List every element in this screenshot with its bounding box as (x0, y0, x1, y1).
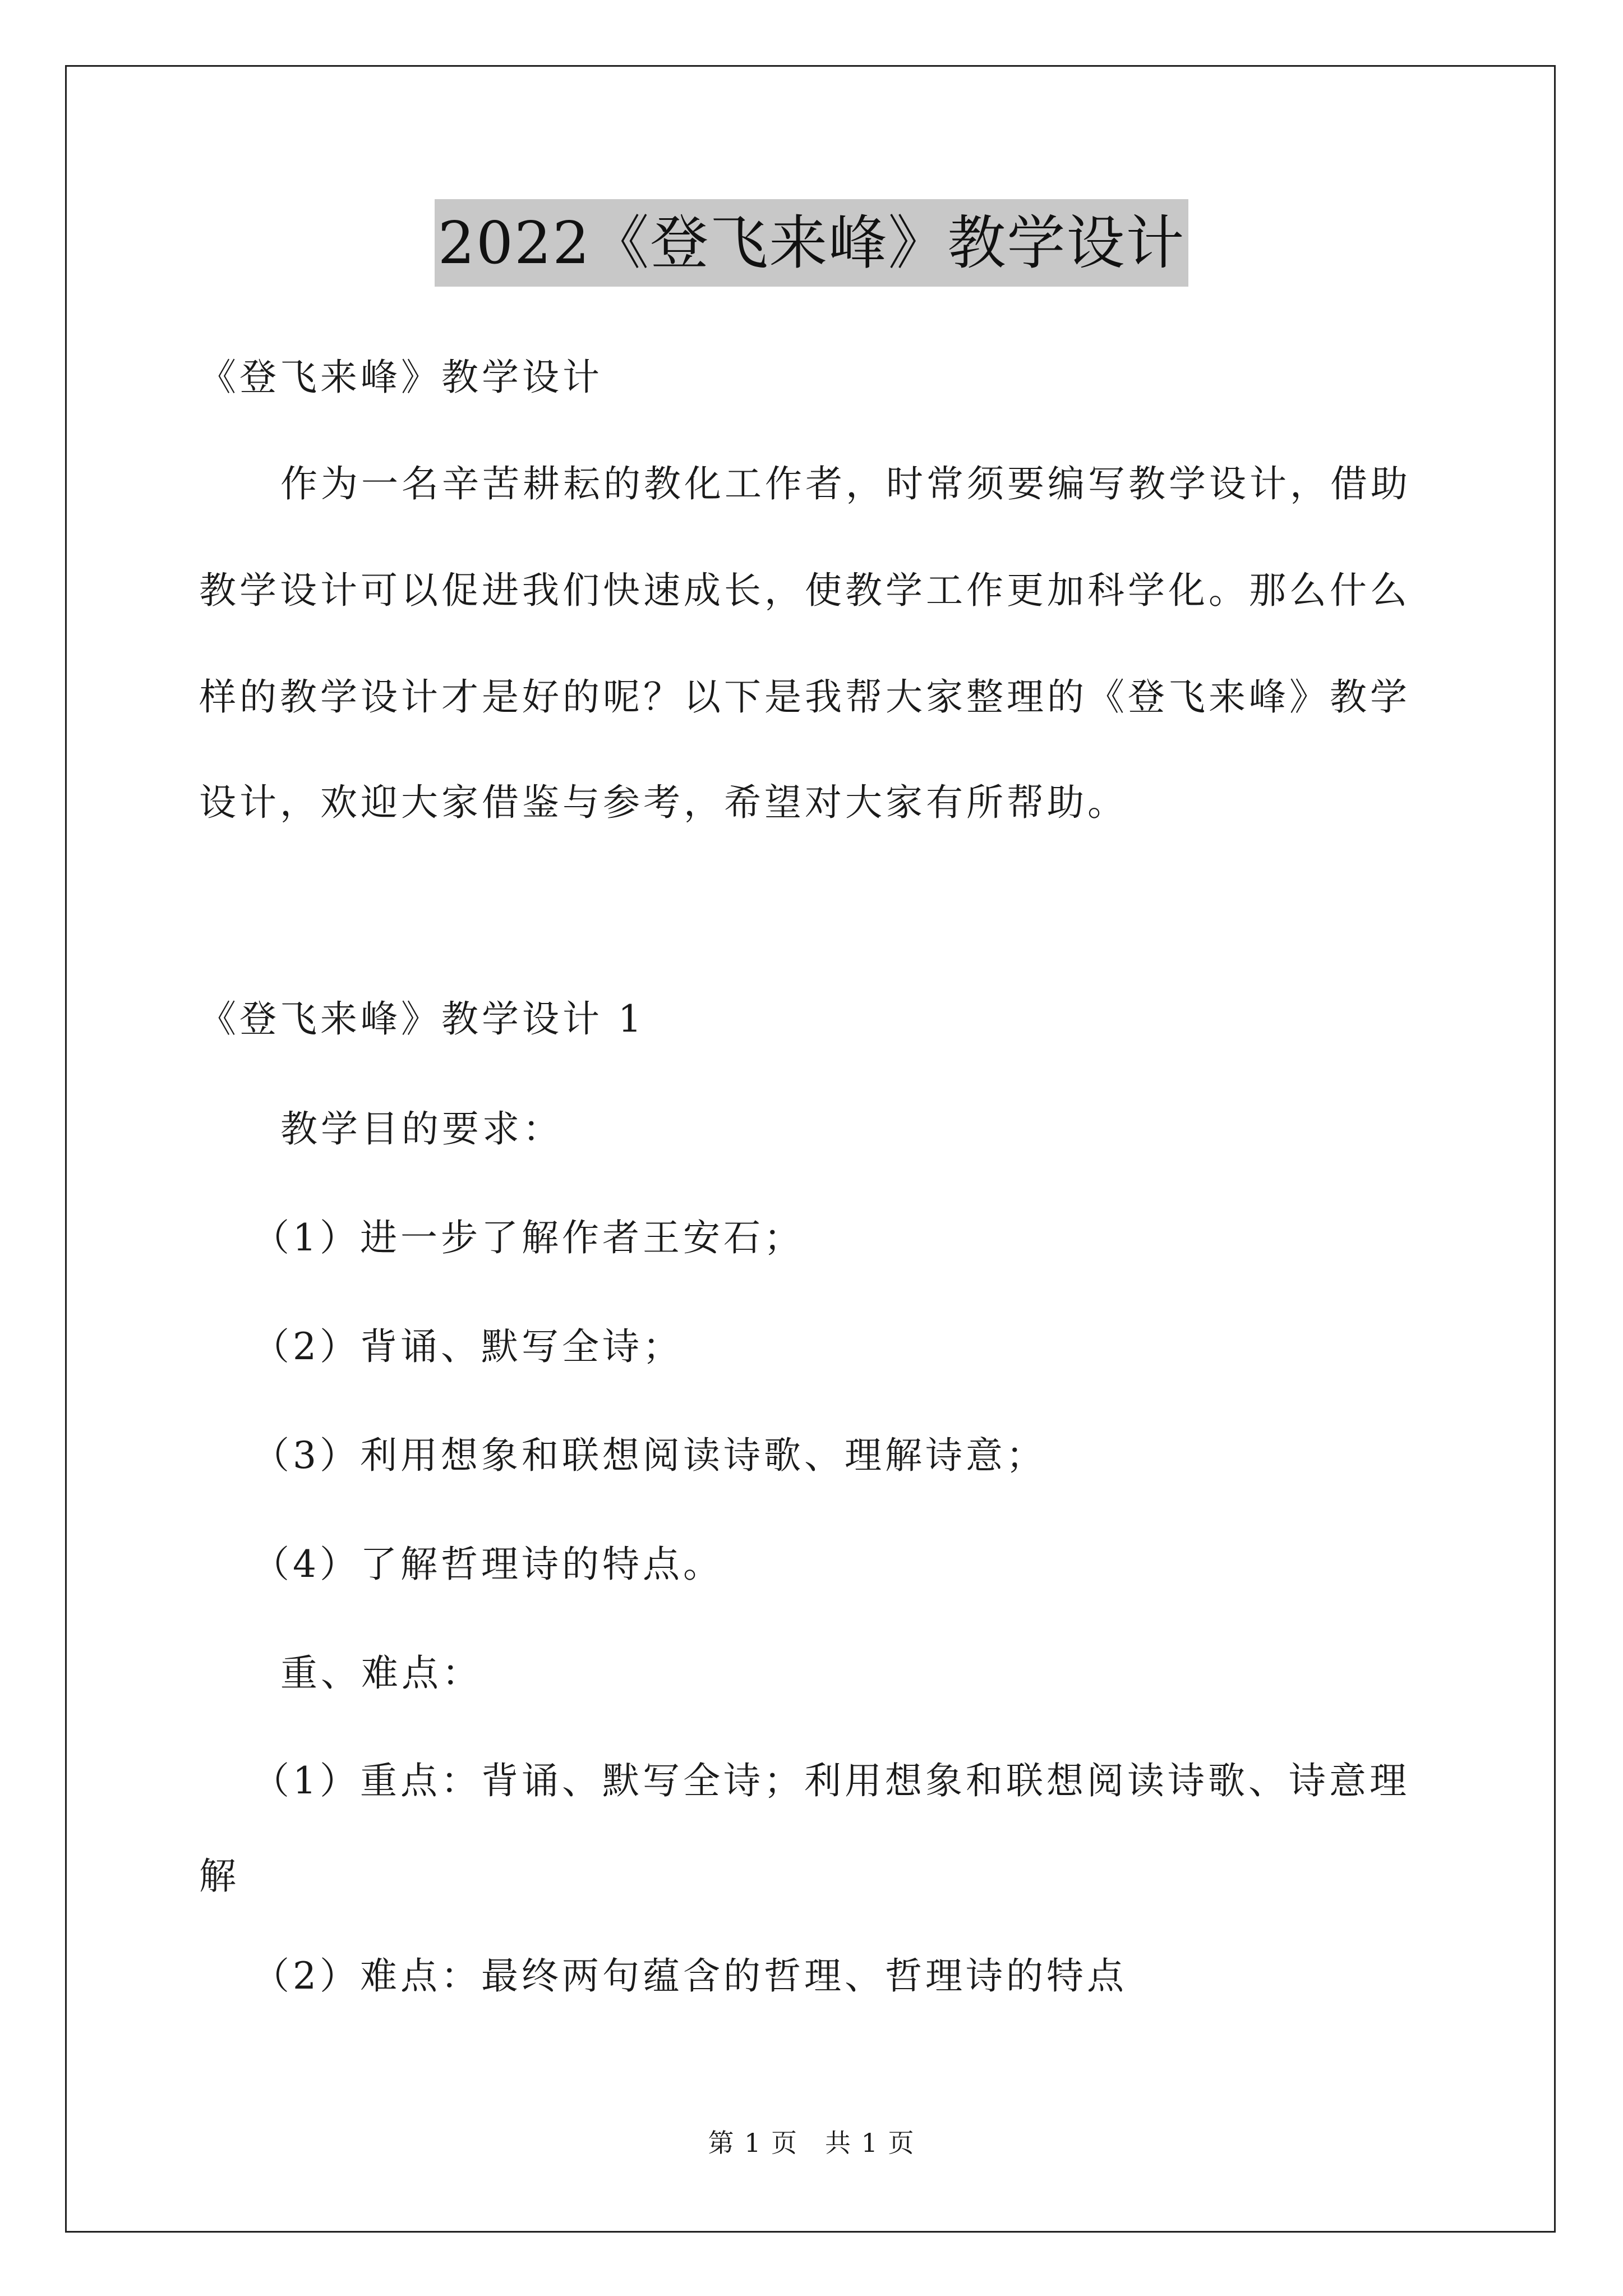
intro-line-3: 样的教学设计才是好的呢？以下是我帮大家整理的《登飞来峰》教学 (199, 675, 1410, 719)
intro-line-4: 设计，欢迎大家借鉴与参考，希望对大家有所帮助。 (199, 781, 1128, 824)
subtitle: 《登飞来峰》教学设计 (199, 356, 603, 399)
goal-item-1: （1）进一步了解作者王安石； (252, 1216, 804, 1259)
key-point-line-2: 解 (199, 1855, 239, 1898)
intro-line-2: 教学设计可以促进我们快速成长，使教学工作更加科学化。那么什么 (199, 569, 1410, 612)
page-footer: 第 1 页 共 1 页 (708, 2128, 915, 2158)
title-container (0, 199, 1623, 287)
goal-item-4: （4）了解哲理诗的特点。 (252, 1543, 723, 1586)
section-heading: 《登飞来峰》教学设计 1 (199, 997, 645, 1041)
key-heading: 重、难点： (280, 1651, 482, 1695)
document-title: 2022《登飞来峰》教学设计 (435, 199, 1189, 287)
difficulty-line: （2）难点：最终两句蕴含的哲理、哲理诗的特点 (252, 1954, 1127, 1998)
goal-item-3: （3）利用想象和联想阅读诗歌、理解诗意； (252, 1434, 1046, 1477)
key-point-line-1: （1）重点：背诵、默写全诗；利用想象和联想阅读诗歌、诗意理 (252, 1759, 1410, 1802)
goal-item-2: （2）背诵、默写全诗； (252, 1325, 683, 1368)
goals-heading: 教学目的要求： (280, 1107, 563, 1151)
intro-line-1: 作为一名辛苦耕耘的教化工作者，时常须要编写教学设计，借助 (280, 462, 1411, 505)
